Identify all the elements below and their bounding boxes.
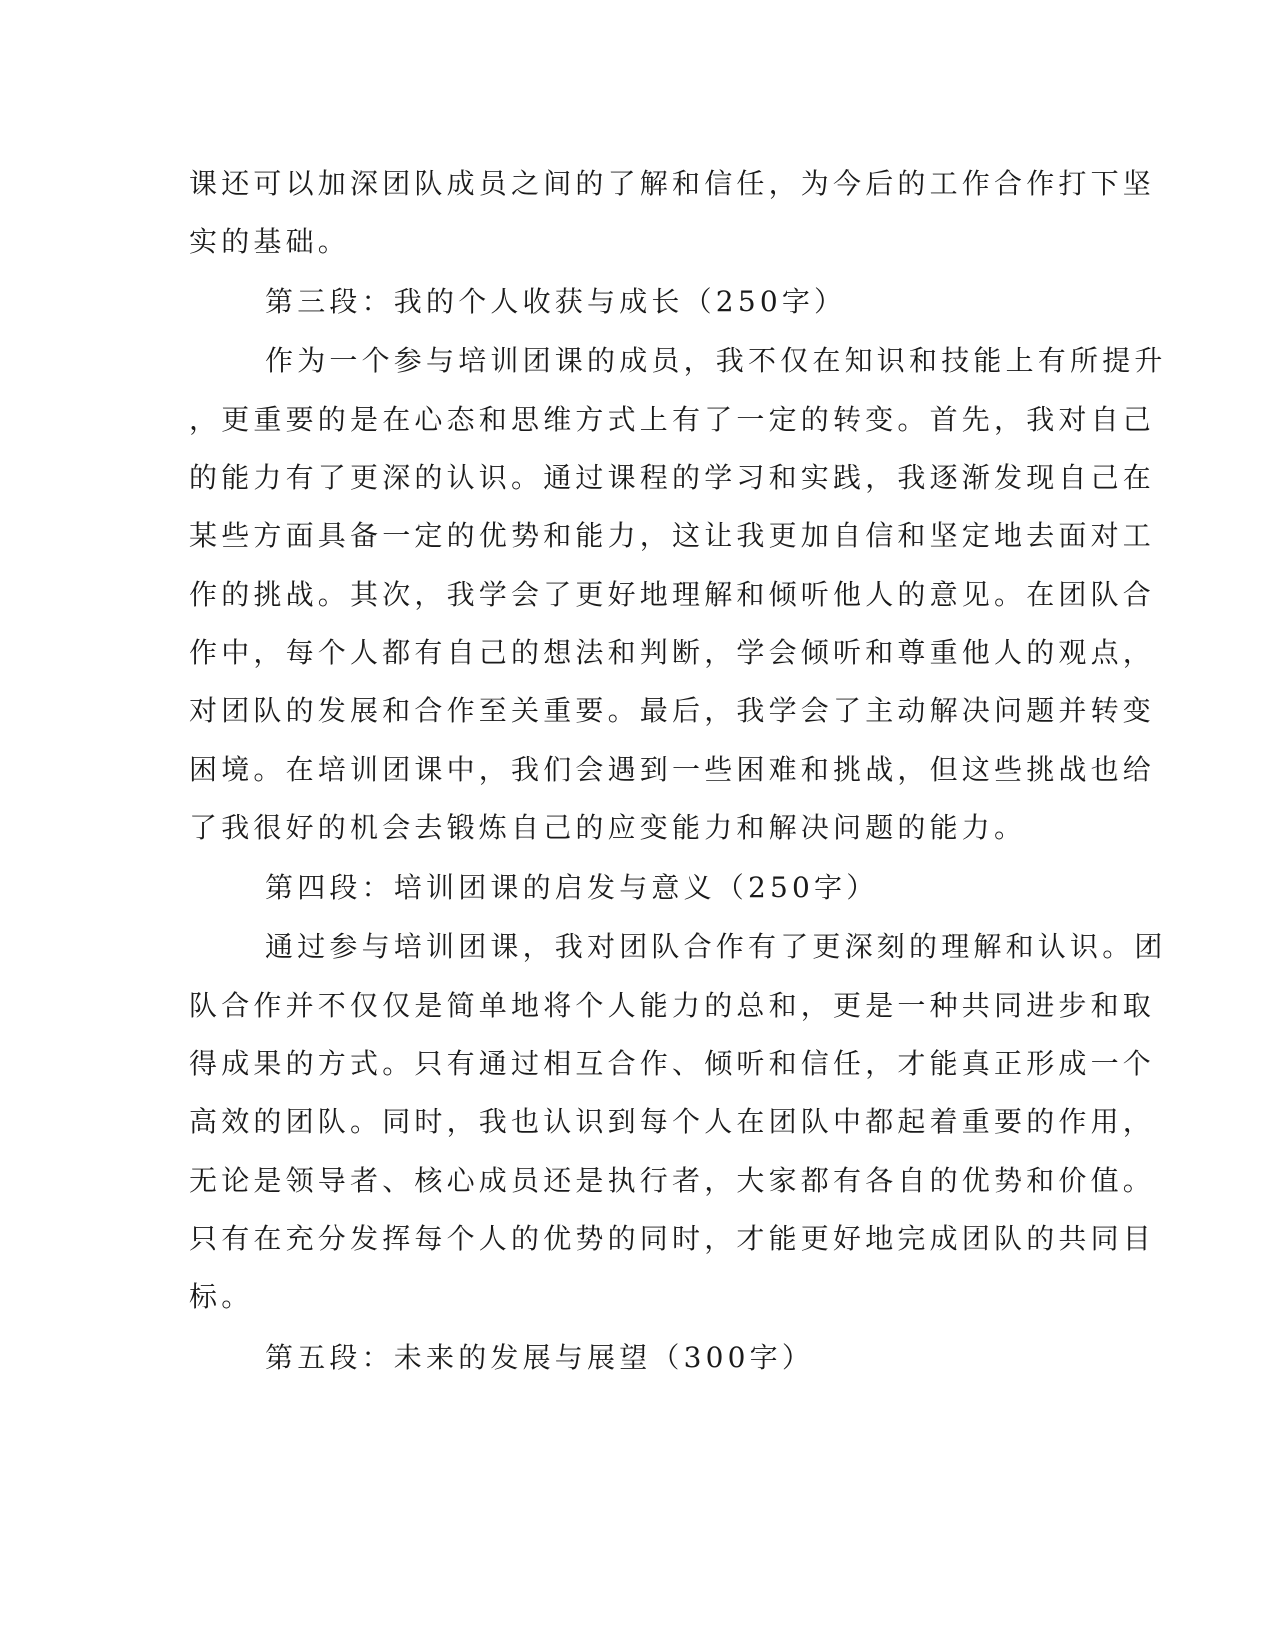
paragraph-line: ，更重要的是在心态和思维方式上有了一定的转变。首先，我对自己: [189, 403, 1156, 436]
paragraph-line: 对团队的发展和合作至关重要。最后，我学会了主动解决问题并转变: [189, 694, 1156, 727]
paragraph-line: 了我很好的机会去锻炼自己的应变能力和解决问题的能力。: [189, 811, 1027, 844]
section-heading: 第四段：培训团课的启发与意义（250字）: [265, 871, 879, 904]
paragraph-line: 无论是领导者、核心成员还是执行者，大家都有各自的优势和价值。: [189, 1164, 1156, 1197]
paragraph-line: 高效的团队。同时，我也认识到每个人在团队中都起着重要的作用，: [189, 1105, 1156, 1138]
paragraph-line: 只有在充分发挥每个人的优势的同时，才能更好地完成团队的共同目: [189, 1222, 1156, 1255]
paragraph-line: 作中，每个人都有自己的想法和判断，学会倾听和尊重他人的观点，: [189, 636, 1156, 669]
paragraph-line: 困境。在培训团课中，我们会遇到一些困难和挑战，但这些挑战也给: [189, 753, 1156, 786]
paragraph-line: 标。: [189, 1280, 254, 1313]
paragraph-line: 队合作并不仅仅是简单地将个人能力的总和，更是一种共同进步和取: [189, 989, 1156, 1022]
paragraph-line: 作为一个参与培训团课的成员，我不仅在知识和技能上有所提升: [265, 344, 1167, 377]
paragraph-line: 的能力有了更深的认识。通过课程的学习和实践，我逐渐发现自己在: [189, 461, 1156, 494]
paragraph-line: 某些方面具备一定的优势和能力，这让我更加自信和坚定地去面对工: [189, 519, 1156, 552]
paragraph-line: 实的基础。: [189, 225, 351, 258]
paragraph-line: 作的挑战。其次，我学会了更好地理解和倾听他人的意见。在团队合: [189, 578, 1156, 611]
section-heading: 第五段：未来的发展与展望（300字）: [265, 1341, 815, 1374]
paragraph-line: 得成果的方式。只有通过相互合作、倾听和信任，才能真正形成一个: [189, 1047, 1156, 1080]
paragraph-line: 通过参与培训团课，我对团队合作有了更深刻的理解和认识。团: [265, 930, 1167, 963]
paragraph-line: 课还可以加深团队成员之间的了解和信任，为今后的工作合作打下坚: [189, 167, 1156, 200]
section-heading: 第三段：我的个人收获与成长（250字）: [265, 285, 847, 318]
